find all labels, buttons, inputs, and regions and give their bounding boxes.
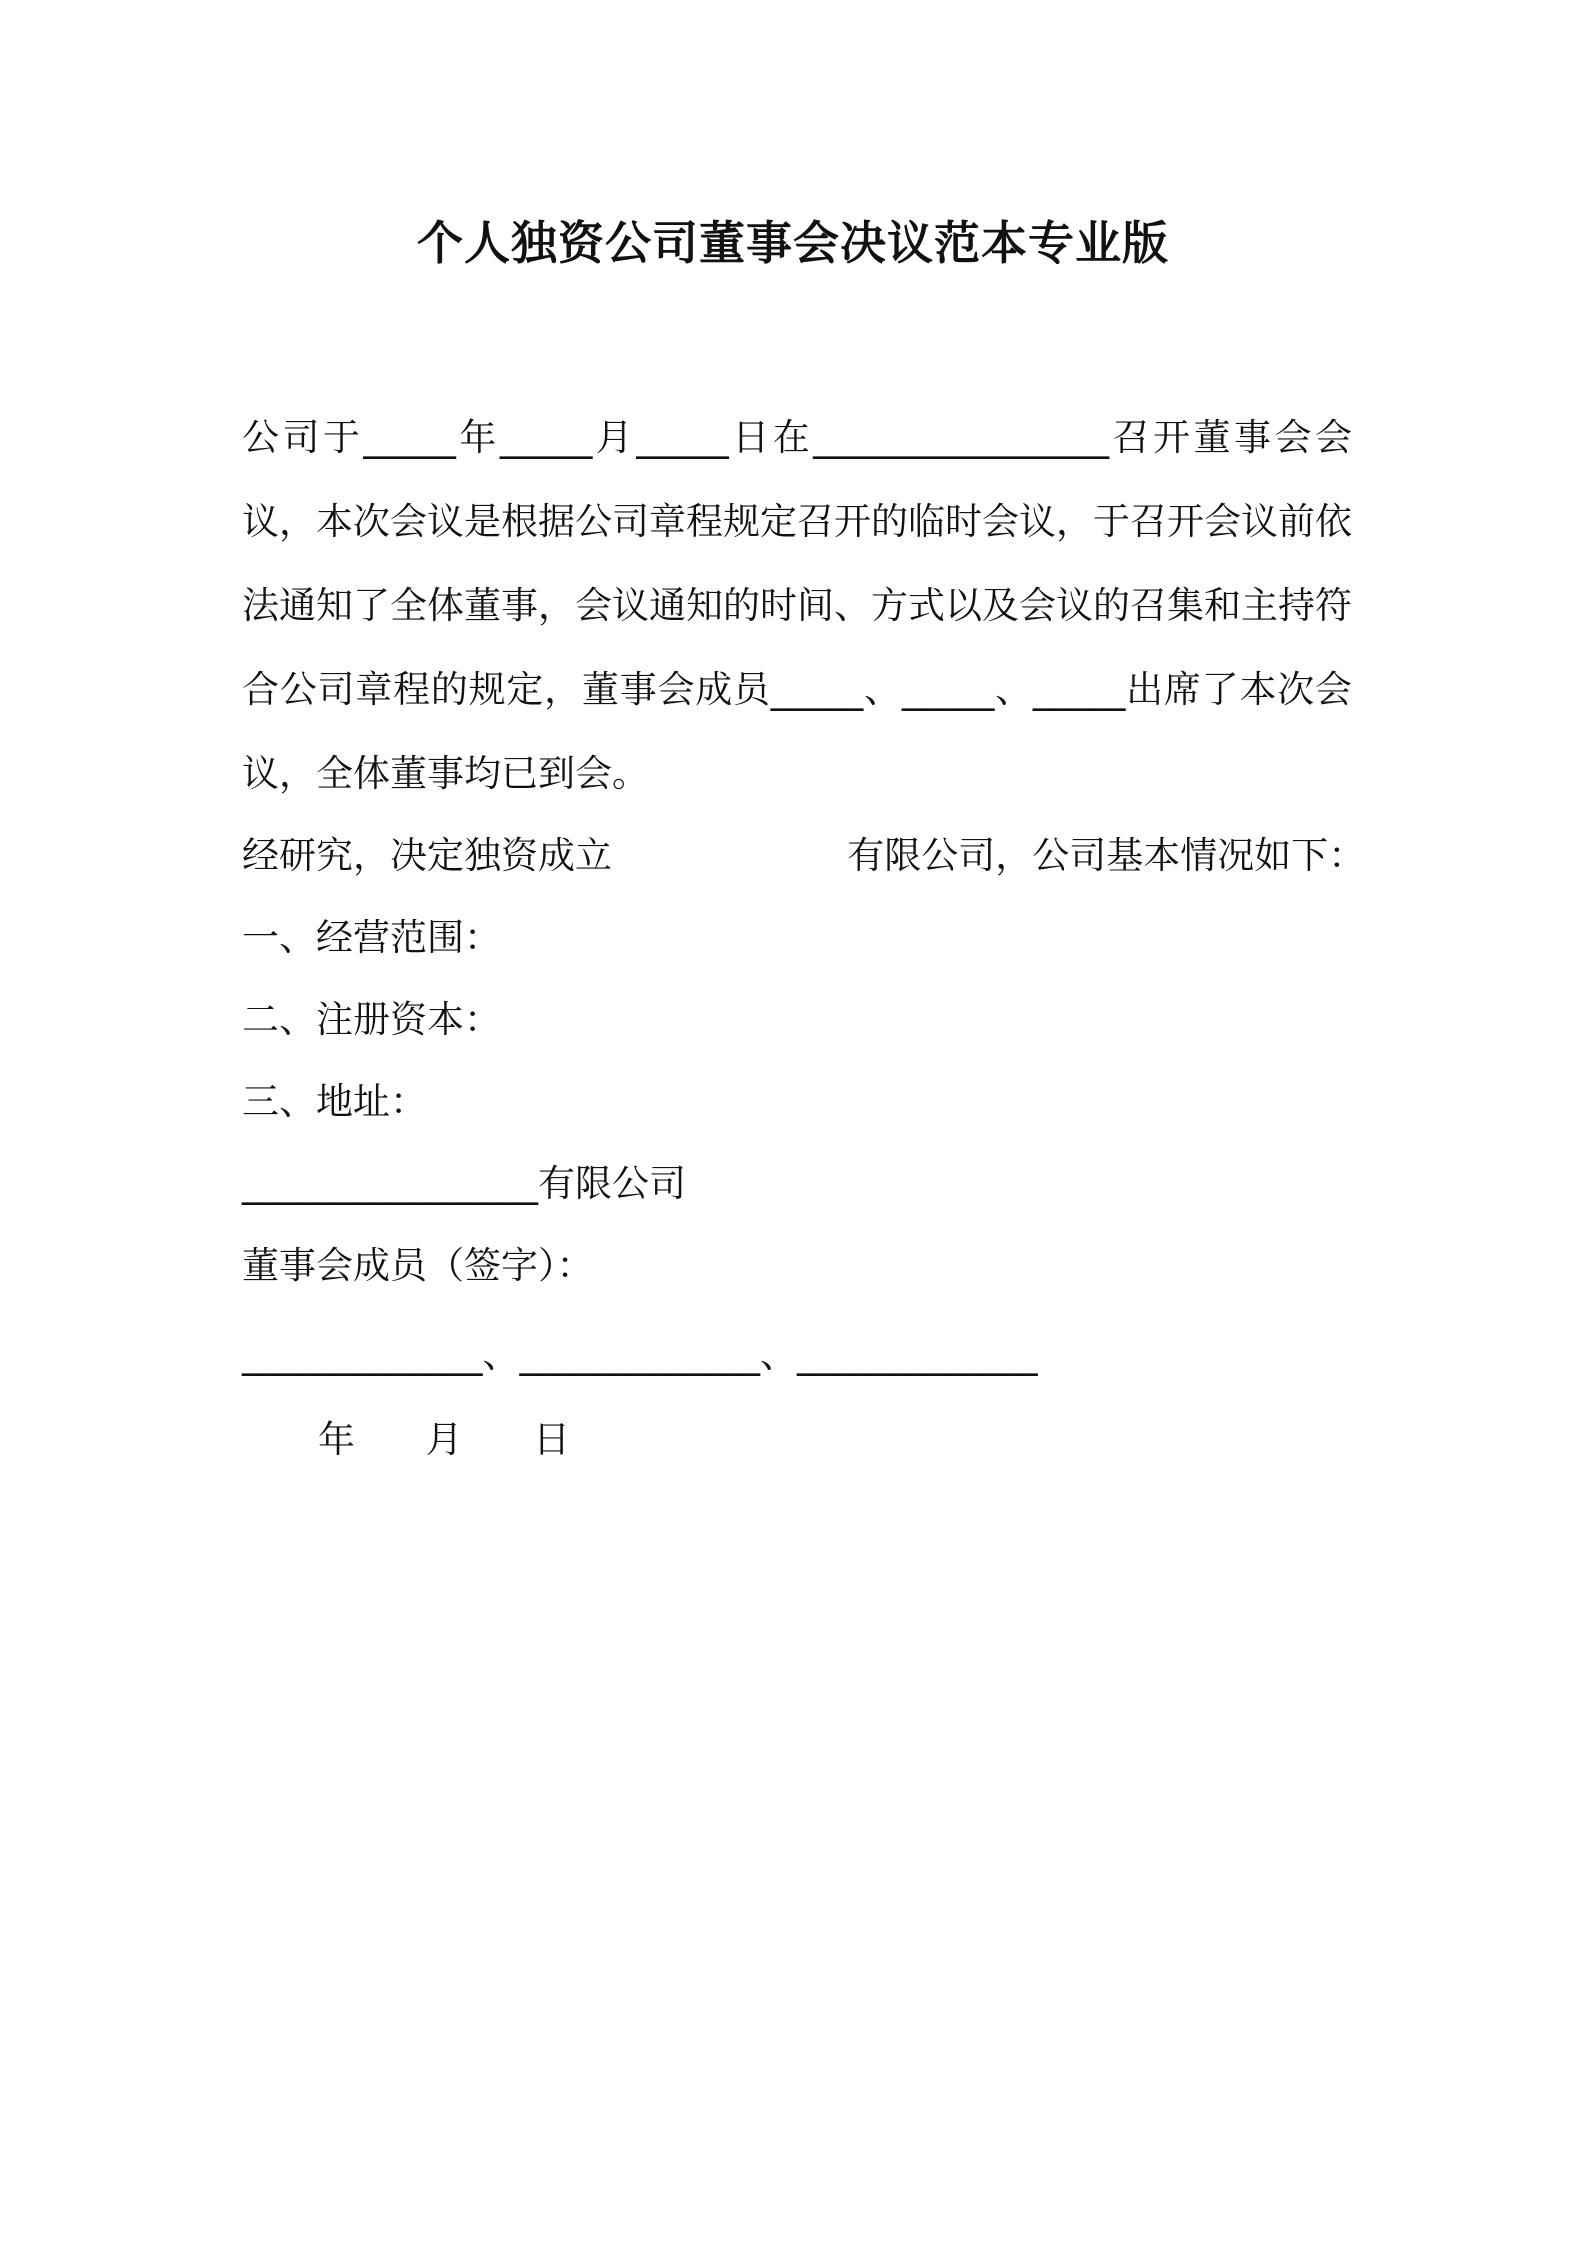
document-title: 个人独资公司董事会决议范本专业版 — [417, 216, 1169, 270]
item-business-scope: 一、经营范围： — [242, 916, 501, 959]
item-registered-capital: 二、注册资本： — [242, 998, 501, 1041]
decision-line: 经研究，决定独资成立 有限公司，公司基本情况如下： — [242, 834, 1366, 877]
item-address: 三、地址： — [242, 1080, 427, 1123]
date-line: 年 月 日 — [318, 1418, 571, 1461]
company-name-line: ________________有限公司 — [242, 1162, 686, 1205]
meeting-paragraph: 公司于_____年_____月_____日在________________召开董事会会议，本次会议是根据公司章程规定召开的临时会议，于召开会议前依法通知了全体董事，会议通知的时间、方式以及会议的召集和主持符合公司章程的规定，董事会成员_____、_____、_____出席了本次会议，全体董事均已到会。 — [242, 416, 1352, 795]
signature-label: 董事会成员（签字）： — [242, 1244, 594, 1287]
signature-blanks: _____________、_____________、_____________ — [242, 1333, 1038, 1376]
